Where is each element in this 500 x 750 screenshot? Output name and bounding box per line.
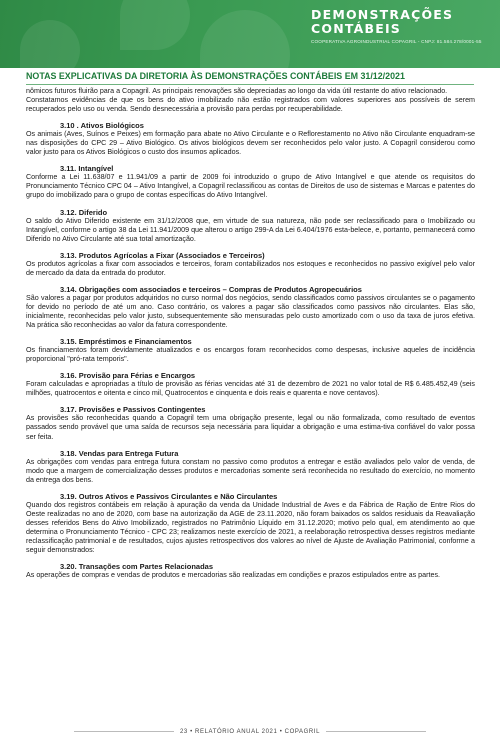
banner-subtitle: COOPERATIVA AGROINDUSTRIAL COPAGRIL - CNPJ: 81.584.278/0001-55 <box>311 39 482 44</box>
paragraph: São valores a pagar por produtos adquiridos no curso normal dos negócios, sendo classificados como passivos circulantes se o pagamento for devido no período de até um ano. Caso contrário, os valores a pagar são classificados como passivos não circulantes. Elas são, inicialmente, reconhecidas pelo valor justo, subsequentemente são mensuradas pelo custo amortizado com o uso da taxa de juros efetiva. Na prática são reconhecidas ao valor da fatura correspondente. <box>26 293 475 330</box>
section-title: 3.16. Provisão para Férias e Encargos <box>60 371 196 381</box>
banner-title-line1: DEMONSTRAÇÕES <box>311 7 454 22</box>
section-title: 3.17. Provisões e Passivos Contingentes <box>60 405 206 415</box>
leaf-decoration <box>20 20 80 68</box>
section-title: 3.20. Transações com Partes Relacionadas <box>60 562 213 572</box>
section-title: 3.18. Vendas para Entrega Futura <box>60 448 179 458</box>
paragraph: Quando dos registros contábeis em relação à apuração da venda da Unidade Industrial de Aves e da Fábrica de Ração de Entre Rios do Oeste realizadas no ano de 2020, com base na autorização da AGE de 23.11.2020, não foram baixados os saldos residuais da Reavaliação desses referidos Bens do Ativo Imobilizado, registrados no Patrimônio Líquido em 31.12.2020; motivo pelo qual, em atendimento ao que determina o Pronunciamento Técnico - CPC 23; realizamos neste exercício de 2021, a reelaboração retrospectiva desses registros mediante reclassificação patrimonial e de resultados, cujos ajustes retrospectivos dos valores ao nível de Ajuste de Avaliação Patrimonial, conforme a seguir demonstrados: <box>26 500 475 555</box>
section-title: 3.14. Obrigações com associados e terceiros – Compras de Produtos Agropecuários <box>60 284 362 294</box>
banner-title-line2: CONTÁBEIS <box>311 21 402 36</box>
page-heading: NOTAS EXPLICATIVAS DA DIRETORIA ÀS DEMONSTRAÇÕES CONTÁBEIS EM 31/12/2021 <box>26 71 405 81</box>
leaf-decoration <box>120 0 190 50</box>
section-title: 3.11. Intangível <box>60 164 114 174</box>
leaf-decoration <box>200 10 290 68</box>
section-title: 3.13. Produtos Agrícolas a Fixar (Associados e Terceiros) <box>60 250 265 260</box>
section-title: 3.10 . Ativos Biológicos <box>60 121 144 131</box>
paragraph: Conforme a Lei 11.638/07 e 11.941/09 a partir de 2009 foi introduzido o grupo de Ativo Intangível e que atende os requisitos do Pronunciamento Técnico CPC 04 – Ativo Intangível, a Copagril reclassificou as contas de Direitos de uso de sistemas e Marcas e patentes do grupo do imobilizado para o grupo de contas específicas do Ativo Intangível. <box>26 173 475 200</box>
footer-text: 23 • RELATÓRIO ANUAL 2021 • COPAGRIL <box>179 729 321 735</box>
paragraph: As provisões são reconhecidas quando a Copagril tem uma obrigação presente, legal ou não formalizada, como resultado de eventos passados sendo provável que uma saída de recursos seja necessária para liquidar a obrigação e uma estima-tiva confiável do valor possa ser feita. <box>26 414 475 441</box>
section-title: 3.19. Outros Ativos e Passivos Circulantes e Não Circulantes <box>60 491 278 501</box>
page-footer <box>0 729 500 735</box>
section-title: 3.12. Diferido <box>60 207 108 217</box>
paragraph: As obrigações com vendas para entrega futura constam no passivo como produtos a entregar e estão avaliados pelo valor de venda, de modo que a margem de comercialização desses produtos e mercadorias somente será reconhecida no resultado do exercício, no momento da entrega dos bens. <box>26 457 475 484</box>
header-banner <box>0 0 500 68</box>
paragraph: Os animais (Aves, Suínos e Peixes) em formação para abate no Ativo Circulante e o Reflorestamento no Ativo não Circulante enquadram-se nas disposições do CPC 29 – Ativo Biológico. Os ativos biológicos devem ser reconhecidos pelo valor justo. A Copagril considerou como valor justo para os Ativos Biológicos o custo dos insumos aplicados. <box>26 130 475 157</box>
paragraph: Constatamos evidências de que os bens do ativo imobilizado não estão registrados com valores superiores aos possíveis de serem recuperados pelo uso ou venda. Sendo desnecessária a provisão para perdas por recuperabilidade. <box>26 96 475 114</box>
paragraph: As operações de compras e vendas de produtos e mercadorias são realizadas em condições e prazos estipulados entre as partes. <box>26 571 440 580</box>
footer-rule-left <box>74 731 174 732</box>
banner-title <box>311 8 486 44</box>
paragraph: O saldo do Ativo Diferido existente em 31/12/2008 que, em virtude de sua natureza, não pode ser reclassificado para o Imobilizado ou Intangível, conforme o artigo 38 da Lei 11.941/2009 que alterou o artigo 299-A da Lei 6.404/1976 esta-belece, e, portanto, permanecerá como Diferido no Ativo Circulante até sua total amortização. <box>26 216 475 243</box>
footer-rule-right <box>326 731 426 732</box>
paragraph: Os produtos agrícolas a fixar com associados e terceiros, foram contabilizados nos estoques e reconhecidos no passivo exigível pelo valor de mercado da data da entrada do produtor. <box>26 259 475 277</box>
paragraph: Foram calculadas e apropriadas a título de provisão as férias vencidas até 31 de dezembro de 2021 no valor total de R$ 6.485.452,49 (seis milhões, quatrocentos e oitenta e cinco mil, Quatrocentos e cinquenta e dois reais e quarenta e nove centavos). <box>26 380 475 398</box>
section-title: 3.15. Empréstimos e Financiamentos <box>60 337 192 347</box>
paragraph: Os financiamentos foram devidamente atualizados e os encargos foram reconhecidos como despesas, inclusive aqueles de incidência proporcional "pró-rata temporis". <box>26 346 475 364</box>
paragraph: nômicos futuros fluirão para a Copagril. As principais renovações são depreciadas ao longo da vida útil restante do ativo relacionado. <box>26 87 448 95</box>
heading-divider <box>26 84 474 85</box>
notes-content <box>26 87 475 580</box>
